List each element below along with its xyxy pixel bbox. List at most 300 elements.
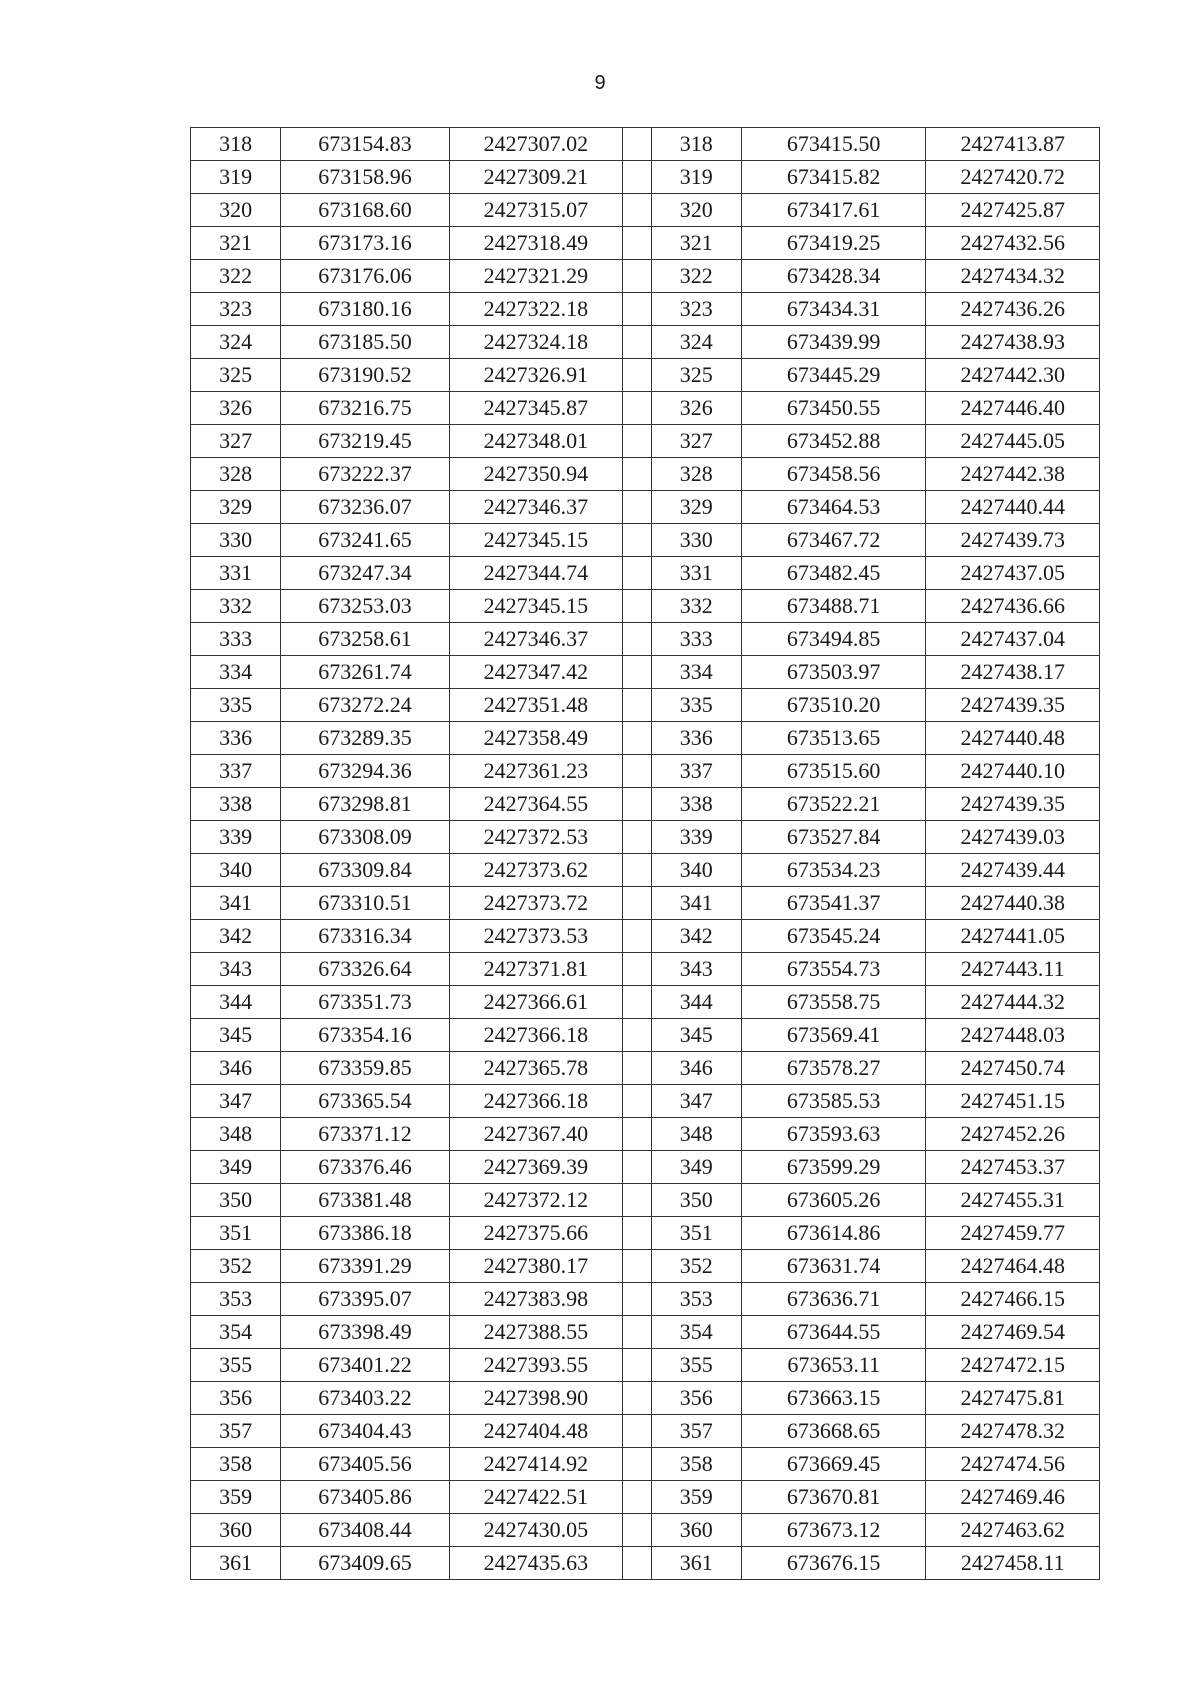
left-y-coordinate: 2427358.49 <box>449 722 622 755</box>
right-y-coordinate: 2427446.40 <box>926 392 1100 425</box>
left-x-coordinate: 673386.18 <box>281 1217 449 1250</box>
separator-cell <box>623 1448 651 1481</box>
left-x-coordinate: 673216.75 <box>281 392 449 425</box>
right-x-coordinate: 673554.73 <box>741 953 926 986</box>
left-x-coordinate: 673253.03 <box>281 590 449 623</box>
separator-cell <box>623 1019 651 1052</box>
left-x-coordinate: 673289.35 <box>281 722 449 755</box>
right-y-coordinate: 2427438.17 <box>926 656 1100 689</box>
table-row <box>191 1052 1100 1085</box>
right-x-coordinate: 673510.20 <box>741 689 926 722</box>
table-row <box>191 1349 1100 1382</box>
table-row <box>191 524 1100 557</box>
right-y-coordinate: 2427440.38 <box>926 887 1100 920</box>
left-y-coordinate: 2427372.12 <box>449 1184 622 1217</box>
left-y-coordinate: 2427380.17 <box>449 1250 622 1283</box>
table-row <box>191 1283 1100 1316</box>
left-x-coordinate: 673261.74 <box>281 656 449 689</box>
right-x-coordinate: 673464.53 <box>741 491 926 524</box>
left-y-coordinate: 2427373.62 <box>449 854 622 887</box>
right-y-coordinate: 2427439.35 <box>926 788 1100 821</box>
separator-cell <box>623 1382 651 1415</box>
right-y-coordinate: 2427439.73 <box>926 524 1100 557</box>
left-y-coordinate: 2427345.15 <box>449 524 622 557</box>
right-x-coordinate: 673428.34 <box>741 260 926 293</box>
left-x-coordinate: 673371.12 <box>281 1118 449 1151</box>
left-x-coordinate: 673185.50 <box>281 326 449 359</box>
left-point-number: 360 <box>191 1514 281 1547</box>
table-row <box>191 788 1100 821</box>
left-x-coordinate: 673398.49 <box>281 1316 449 1349</box>
right-point-number: 343 <box>651 953 741 986</box>
right-y-coordinate: 2427466.15 <box>926 1283 1100 1316</box>
left-y-coordinate: 2427324.18 <box>449 326 622 359</box>
left-x-coordinate: 673272.24 <box>281 689 449 722</box>
right-y-coordinate: 2427434.32 <box>926 260 1100 293</box>
right-x-coordinate: 673415.50 <box>741 128 926 161</box>
left-point-number: 320 <box>191 194 281 227</box>
separator-cell <box>623 689 651 722</box>
left-x-coordinate: 673395.07 <box>281 1283 449 1316</box>
right-point-number: 318 <box>651 128 741 161</box>
right-x-coordinate: 673450.55 <box>741 392 926 425</box>
left-y-coordinate: 2427346.37 <box>449 623 622 656</box>
left-y-coordinate: 2427414.92 <box>449 1448 622 1481</box>
right-x-coordinate: 673503.97 <box>741 656 926 689</box>
right-y-coordinate: 2427474.56 <box>926 1448 1100 1481</box>
table-row <box>191 326 1100 359</box>
left-point-number: 341 <box>191 887 281 920</box>
left-x-coordinate: 673294.36 <box>281 755 449 788</box>
left-point-number: 351 <box>191 1217 281 1250</box>
left-y-coordinate: 2427348.01 <box>449 425 622 458</box>
separator-cell <box>623 590 651 623</box>
table-row <box>191 227 1100 260</box>
right-y-coordinate: 2427441.05 <box>926 920 1100 953</box>
right-y-coordinate: 2427440.44 <box>926 491 1100 524</box>
left-point-number: 356 <box>191 1382 281 1415</box>
coordinates-table-body <box>191 128 1100 1580</box>
left-x-coordinate: 673190.52 <box>281 359 449 392</box>
separator-cell <box>623 425 651 458</box>
right-y-coordinate: 2427440.10 <box>926 755 1100 788</box>
left-point-number: 347 <box>191 1085 281 1118</box>
right-y-coordinate: 2427455.31 <box>926 1184 1100 1217</box>
table-row <box>191 458 1100 491</box>
separator-cell <box>623 1118 651 1151</box>
right-point-number: 342 <box>651 920 741 953</box>
left-point-number: 327 <box>191 425 281 458</box>
right-y-coordinate: 2427475.81 <box>926 1382 1100 1415</box>
right-point-number: 349 <box>651 1151 741 1184</box>
right-point-number: 348 <box>651 1118 741 1151</box>
right-x-coordinate: 673415.82 <box>741 161 926 194</box>
separator-cell <box>623 359 651 392</box>
left-point-number: 352 <box>191 1250 281 1283</box>
left-y-coordinate: 2427367.40 <box>449 1118 622 1151</box>
right-point-number: 359 <box>651 1481 741 1514</box>
left-point-number: 329 <box>191 491 281 524</box>
separator-cell <box>623 1184 651 1217</box>
right-point-number: 332 <box>651 590 741 623</box>
table-row <box>191 128 1100 161</box>
right-point-number: 326 <box>651 392 741 425</box>
right-y-coordinate: 2427459.77 <box>926 1217 1100 1250</box>
right-y-coordinate: 2427464.48 <box>926 1250 1100 1283</box>
table-row <box>191 557 1100 590</box>
left-x-coordinate: 673403.22 <box>281 1382 449 1415</box>
right-point-number: 347 <box>651 1085 741 1118</box>
right-y-coordinate: 2427444.32 <box>926 986 1100 1019</box>
separator-cell <box>623 1481 651 1514</box>
coordinates-table <box>190 127 1100 1580</box>
left-x-coordinate: 673154.83 <box>281 128 449 161</box>
table-row <box>191 1415 1100 1448</box>
separator-cell <box>623 557 651 590</box>
right-point-number: 360 <box>651 1514 741 1547</box>
right-x-coordinate: 673644.55 <box>741 1316 926 1349</box>
table-row <box>191 1448 1100 1481</box>
right-point-number: 352 <box>651 1250 741 1283</box>
right-y-coordinate: 2427413.87 <box>926 128 1100 161</box>
separator-cell <box>623 458 651 491</box>
right-y-coordinate: 2427452.26 <box>926 1118 1100 1151</box>
right-point-number: 346 <box>651 1052 741 1085</box>
left-y-coordinate: 2427430.05 <box>449 1514 622 1547</box>
table-row <box>191 722 1100 755</box>
right-y-coordinate: 2427425.87 <box>926 194 1100 227</box>
table-row <box>191 887 1100 920</box>
left-y-coordinate: 2427347.42 <box>449 656 622 689</box>
left-y-coordinate: 2427375.66 <box>449 1217 622 1250</box>
right-x-coordinate: 673585.53 <box>741 1085 926 1118</box>
left-x-coordinate: 673359.85 <box>281 1052 449 1085</box>
right-point-number: 335 <box>651 689 741 722</box>
right-point-number: 325 <box>651 359 741 392</box>
left-y-coordinate: 2427371.81 <box>449 953 622 986</box>
left-point-number: 336 <box>191 722 281 755</box>
table-row <box>191 359 1100 392</box>
separator-cell <box>623 161 651 194</box>
left-x-coordinate: 673409.65 <box>281 1547 449 1580</box>
right-y-coordinate: 2427443.11 <box>926 953 1100 986</box>
right-x-coordinate: 673513.65 <box>741 722 926 755</box>
separator-cell <box>623 722 651 755</box>
left-point-number: 332 <box>191 590 281 623</box>
left-y-coordinate: 2427369.39 <box>449 1151 622 1184</box>
right-point-number: 334 <box>651 656 741 689</box>
right-x-coordinate: 673558.75 <box>741 986 926 1019</box>
right-point-number: 357 <box>651 1415 741 1448</box>
left-x-coordinate: 673408.44 <box>281 1514 449 1547</box>
left-y-coordinate: 2427326.91 <box>449 359 622 392</box>
separator-cell <box>623 392 651 425</box>
right-x-coordinate: 673599.29 <box>741 1151 926 1184</box>
left-point-number: 340 <box>191 854 281 887</box>
separator-cell <box>623 524 651 557</box>
left-y-coordinate: 2427373.72 <box>449 887 622 920</box>
table-row <box>191 656 1100 689</box>
right-point-number: 322 <box>651 260 741 293</box>
separator-cell <box>623 293 651 326</box>
left-x-coordinate: 673376.46 <box>281 1151 449 1184</box>
right-y-coordinate: 2427451.15 <box>926 1085 1100 1118</box>
left-y-coordinate: 2427422.51 <box>449 1481 622 1514</box>
table-row <box>191 1514 1100 1547</box>
left-y-coordinate: 2427383.98 <box>449 1283 622 1316</box>
left-x-coordinate: 673168.60 <box>281 194 449 227</box>
right-y-coordinate: 2427436.26 <box>926 293 1100 326</box>
right-point-number: 336 <box>651 722 741 755</box>
separator-cell <box>623 194 651 227</box>
right-x-coordinate: 673614.86 <box>741 1217 926 1250</box>
left-point-number: 333 <box>191 623 281 656</box>
left-x-coordinate: 673222.37 <box>281 458 449 491</box>
right-y-coordinate: 2427420.72 <box>926 161 1100 194</box>
right-x-coordinate: 673593.63 <box>741 1118 926 1151</box>
left-point-number: 343 <box>191 953 281 986</box>
right-point-number: 354 <box>651 1316 741 1349</box>
table-row <box>191 1316 1100 1349</box>
left-y-coordinate: 2427318.49 <box>449 227 622 260</box>
separator-cell <box>623 821 651 854</box>
left-y-coordinate: 2427364.55 <box>449 788 622 821</box>
right-point-number: 356 <box>651 1382 741 1415</box>
right-x-coordinate: 673673.12 <box>741 1514 926 1547</box>
left-y-coordinate: 2427315.07 <box>449 194 622 227</box>
left-y-coordinate: 2427345.15 <box>449 590 622 623</box>
left-x-coordinate: 673316.34 <box>281 920 449 953</box>
left-x-coordinate: 673219.45 <box>281 425 449 458</box>
left-point-number: 355 <box>191 1349 281 1382</box>
table-row <box>191 755 1100 788</box>
table-row <box>191 392 1100 425</box>
right-y-coordinate: 2427458.11 <box>926 1547 1100 1580</box>
table-row <box>191 953 1100 986</box>
left-point-number: 361 <box>191 1547 281 1580</box>
left-y-coordinate: 2427309.21 <box>449 161 622 194</box>
right-point-number: 329 <box>651 491 741 524</box>
left-x-coordinate: 673351.73 <box>281 986 449 1019</box>
left-x-coordinate: 673236.07 <box>281 491 449 524</box>
left-point-number: 357 <box>191 1415 281 1448</box>
separator-cell <box>623 986 651 1019</box>
left-x-coordinate: 673241.65 <box>281 524 449 557</box>
separator-cell <box>623 1349 651 1382</box>
left-y-coordinate: 2427435.63 <box>449 1547 622 1580</box>
right-point-number: 337 <box>651 755 741 788</box>
separator-cell <box>623 1052 651 1085</box>
left-point-number: 335 <box>191 689 281 722</box>
right-x-coordinate: 673670.81 <box>741 1481 926 1514</box>
table-row <box>191 1481 1100 1514</box>
separator-cell <box>623 1283 651 1316</box>
separator-cell <box>623 854 651 887</box>
left-point-number: 344 <box>191 986 281 1019</box>
right-y-coordinate: 2427463.62 <box>926 1514 1100 1547</box>
left-x-coordinate: 673158.96 <box>281 161 449 194</box>
separator-cell <box>623 1514 651 1547</box>
left-x-coordinate: 673405.86 <box>281 1481 449 1514</box>
right-x-coordinate: 673434.31 <box>741 293 926 326</box>
right-x-coordinate: 673488.71 <box>741 590 926 623</box>
right-y-coordinate: 2427432.56 <box>926 227 1100 260</box>
left-point-number: 348 <box>191 1118 281 1151</box>
table-row <box>191 194 1100 227</box>
left-y-coordinate: 2427366.18 <box>449 1085 622 1118</box>
right-y-coordinate: 2427472.15 <box>926 1349 1100 1382</box>
right-x-coordinate: 673545.24 <box>741 920 926 953</box>
left-point-number: 339 <box>191 821 281 854</box>
left-y-coordinate: 2427373.53 <box>449 920 622 953</box>
table-row <box>191 1217 1100 1250</box>
left-x-coordinate: 673404.43 <box>281 1415 449 1448</box>
left-point-number: 324 <box>191 326 281 359</box>
separator-cell <box>623 491 651 524</box>
right-x-coordinate: 673515.60 <box>741 755 926 788</box>
separator-cell <box>623 1547 651 1580</box>
separator-cell <box>623 920 651 953</box>
left-point-number: 334 <box>191 656 281 689</box>
table-row <box>191 623 1100 656</box>
left-x-coordinate: 673381.48 <box>281 1184 449 1217</box>
separator-cell <box>623 755 651 788</box>
right-x-coordinate: 673578.27 <box>741 1052 926 1085</box>
left-y-coordinate: 2427351.48 <box>449 689 622 722</box>
right-y-coordinate: 2427439.44 <box>926 854 1100 887</box>
left-point-number: 350 <box>191 1184 281 1217</box>
left-point-number: 330 <box>191 524 281 557</box>
table-row <box>191 491 1100 524</box>
left-y-coordinate: 2427321.29 <box>449 260 622 293</box>
right-point-number: 327 <box>651 425 741 458</box>
left-y-coordinate: 2427366.61 <box>449 986 622 1019</box>
left-y-coordinate: 2427365.78 <box>449 1052 622 1085</box>
right-point-number: 328 <box>651 458 741 491</box>
table-row <box>191 1085 1100 1118</box>
right-point-number: 333 <box>651 623 741 656</box>
table-row <box>191 920 1100 953</box>
right-point-number: 321 <box>651 227 741 260</box>
table-row <box>191 1151 1100 1184</box>
separator-cell <box>623 260 651 293</box>
separator-cell <box>623 656 651 689</box>
separator-cell <box>623 1085 651 1118</box>
right-y-coordinate: 2427469.46 <box>926 1481 1100 1514</box>
right-x-coordinate: 673452.88 <box>741 425 926 458</box>
right-point-number: 338 <box>651 788 741 821</box>
right-y-coordinate: 2427448.03 <box>926 1019 1100 1052</box>
right-point-number: 358 <box>651 1448 741 1481</box>
right-x-coordinate: 673653.11 <box>741 1349 926 1382</box>
right-point-number: 324 <box>651 326 741 359</box>
table-row <box>191 161 1100 194</box>
left-x-coordinate: 673298.81 <box>281 788 449 821</box>
left-x-coordinate: 673247.34 <box>281 557 449 590</box>
right-x-coordinate: 673663.15 <box>741 1382 926 1415</box>
right-x-coordinate: 673669.45 <box>741 1448 926 1481</box>
left-x-coordinate: 673391.29 <box>281 1250 449 1283</box>
right-x-coordinate: 673522.21 <box>741 788 926 821</box>
right-y-coordinate: 2427453.37 <box>926 1151 1100 1184</box>
right-point-number: 330 <box>651 524 741 557</box>
table-row <box>191 986 1100 1019</box>
left-y-coordinate: 2427372.53 <box>449 821 622 854</box>
separator-cell <box>623 887 651 920</box>
table-row <box>191 689 1100 722</box>
left-point-number: 326 <box>191 392 281 425</box>
left-y-coordinate: 2427404.48 <box>449 1415 622 1448</box>
left-y-coordinate: 2427345.87 <box>449 392 622 425</box>
right-x-coordinate: 673458.56 <box>741 458 926 491</box>
left-point-number: 345 <box>191 1019 281 1052</box>
left-point-number: 319 <box>191 161 281 194</box>
separator-cell <box>623 1250 651 1283</box>
left-point-number: 349 <box>191 1151 281 1184</box>
right-y-coordinate: 2427445.05 <box>926 425 1100 458</box>
right-x-coordinate: 673494.85 <box>741 623 926 656</box>
right-point-number: 331 <box>651 557 741 590</box>
left-x-coordinate: 673258.61 <box>281 623 449 656</box>
right-y-coordinate: 2427442.30 <box>926 359 1100 392</box>
table-row <box>191 1382 1100 1415</box>
left-x-coordinate: 673309.84 <box>281 854 449 887</box>
left-x-coordinate: 673326.64 <box>281 953 449 986</box>
left-y-coordinate: 2427393.55 <box>449 1349 622 1382</box>
left-point-number: 337 <box>191 755 281 788</box>
separator-cell <box>623 788 651 821</box>
right-y-coordinate: 2427439.35 <box>926 689 1100 722</box>
right-point-number: 339 <box>651 821 741 854</box>
left-point-number: 328 <box>191 458 281 491</box>
left-point-number: 353 <box>191 1283 281 1316</box>
left-x-coordinate: 673173.16 <box>281 227 449 260</box>
right-point-number: 320 <box>651 194 741 227</box>
right-y-coordinate: 2427438.93 <box>926 326 1100 359</box>
right-x-coordinate: 673439.99 <box>741 326 926 359</box>
left-point-number: 338 <box>191 788 281 821</box>
left-y-coordinate: 2427344.74 <box>449 557 622 590</box>
left-y-coordinate: 2427322.18 <box>449 293 622 326</box>
right-y-coordinate: 2427478.32 <box>926 1415 1100 1448</box>
right-point-number: 344 <box>651 986 741 1019</box>
right-point-number: 351 <box>651 1217 741 1250</box>
separator-cell <box>623 953 651 986</box>
left-x-coordinate: 673354.16 <box>281 1019 449 1052</box>
right-x-coordinate: 673676.15 <box>741 1547 926 1580</box>
right-x-coordinate: 673527.84 <box>741 821 926 854</box>
page-number: 9 <box>594 72 606 94</box>
table-row <box>191 293 1100 326</box>
table-row <box>191 1019 1100 1052</box>
left-x-coordinate: 673401.22 <box>281 1349 449 1382</box>
right-x-coordinate: 673445.29 <box>741 359 926 392</box>
left-point-number: 359 <box>191 1481 281 1514</box>
left-x-coordinate: 673180.16 <box>281 293 449 326</box>
left-point-number: 325 <box>191 359 281 392</box>
right-point-number: 355 <box>651 1349 741 1382</box>
left-x-coordinate: 673308.09 <box>281 821 449 854</box>
left-x-coordinate: 673176.06 <box>281 260 449 293</box>
right-x-coordinate: 673534.23 <box>741 854 926 887</box>
right-y-coordinate: 2427442.38 <box>926 458 1100 491</box>
table-row <box>191 1250 1100 1283</box>
separator-cell <box>623 1217 651 1250</box>
left-point-number: 346 <box>191 1052 281 1085</box>
right-x-coordinate: 673668.65 <box>741 1415 926 1448</box>
right-point-number: 319 <box>651 161 741 194</box>
right-x-coordinate: 673569.41 <box>741 1019 926 1052</box>
